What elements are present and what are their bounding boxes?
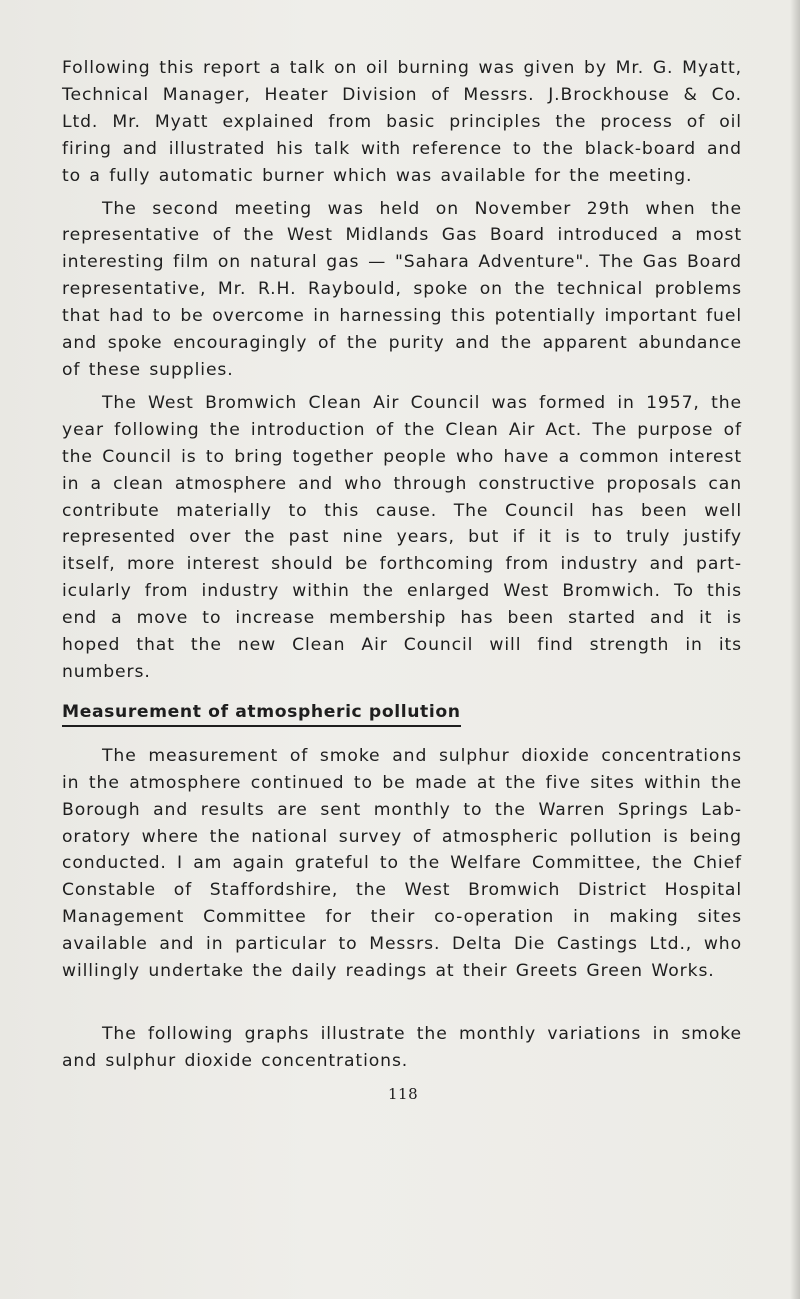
paragraph-oil-burning-talk: Following this report a talk on oil burning was given by Mr. G. Myatt, Technical Manager, Heater Division of Messrs. J.Brockhouse & Co. Ltd. Mr. Myatt explained from basic principles the process of oil firing and illustrated his talk with reference to the black-board and to a fully automatic burner which was available for the meeting. <box>62 58 742 186</box>
paragraph-graphs-intro: The following graphs illustrate the monthly variations in smoke and sulphur dioxide concentrations. <box>62 1024 742 1071</box>
paragraph-second-meeting: The second meeting was held on November 29th when the representative of the West Midlands Gas Board introduced a most interesting film on natural gas — "Sahara Adventure". The Gas Board representative, Mr. R.H. Raybould, spoke on the technical problems that had to be overcome in harnessing this potentially important fuel and spoke encouragingly of the purity and the apparent abundance of these supplies. <box>62 198 742 380</box>
paragraph-clean-air-council: The West Bromwich Clean Air Council was formed in 1957, the year following the introduction of the Clean Air Act. The purpose of the Council is to bring together people who have a common interest in a clean atmosphere and who through constructive proposals can contribute materially to this cause. The Council has been well represented over the past nine years, but if it is to truly justify itself, more interest should be forthcoming from industry and part-icularly from industry within the enlarged West Bromwich. To this end a move to increase membership has been started and it is hoped that the new Clean Air Council will find strength in its numbers. <box>62 392 742 682</box>
section-heading: Measurement of atmospheric pollution <box>62 702 461 727</box>
document-body <box>62 55 742 1075</box>
page-number: 118 <box>388 1085 419 1103</box>
paragraph-measurement: The measurement of smoke and sulphur dioxide concentrations in the atmosphere continued to be made at the five sites within the Borough and results are sent monthly to the Warren Springs Lab-oratory where the national survey of atmospheric pollution is being conducted. I am again grateful to the Welfare Committee, the Chief Constable of Staffordshire, the West Bromwich District Hospital Management Committee for their co-operation in making sites available and in particular to Messrs. Delta Die Castings Ltd., who willingly undertake the daily readings at their Greets Green Works. <box>62 745 742 982</box>
page-edge-shadow <box>790 0 800 1299</box>
